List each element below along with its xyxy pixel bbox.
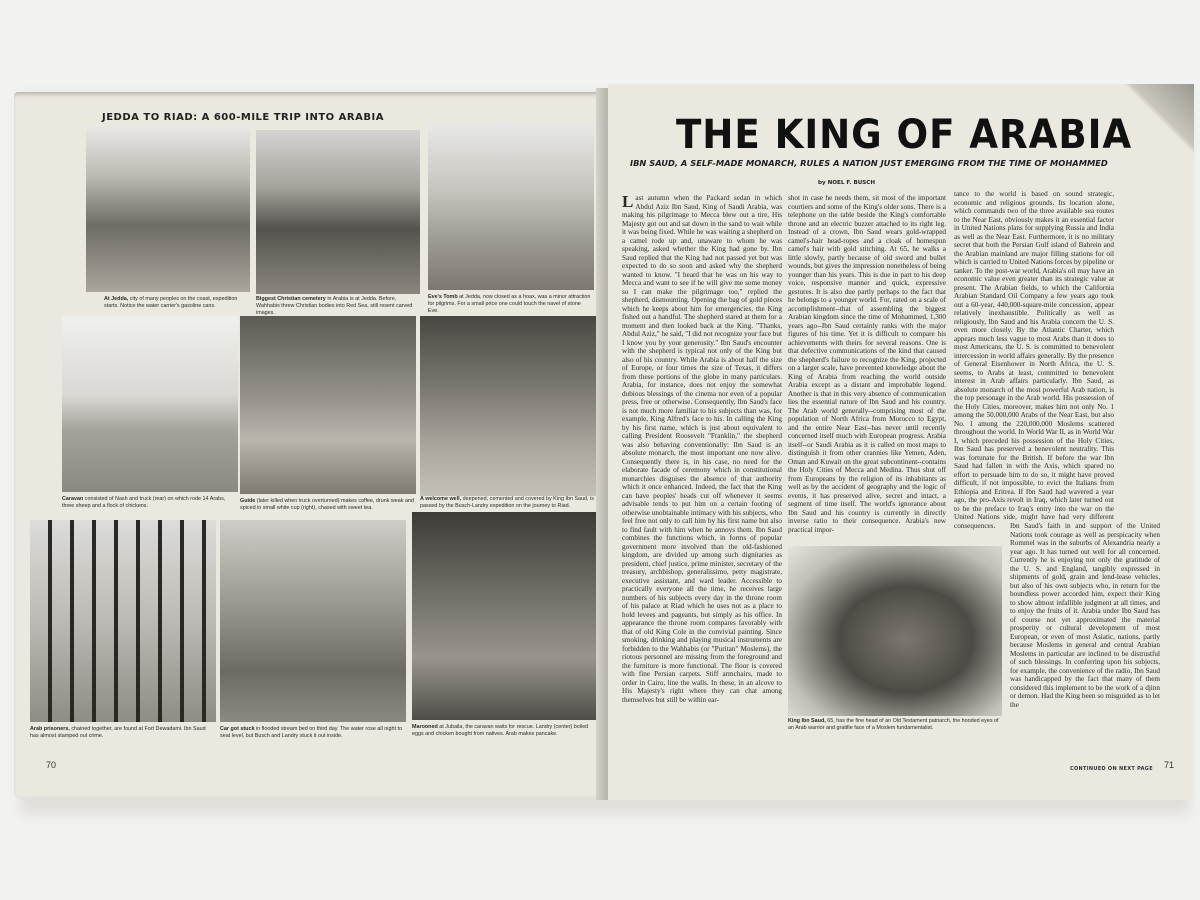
caption-king: King Ibn Saud, 65, has the fine head of an Old Testament patriarch, the hooded eyes of an Arab warrior and gratifie face of a Moslem fundamentalist.	[788, 718, 999, 731]
caption-prisoners: Arab prisoners, chained together, are found at Fort Dewadami. Ibn Saud has almost stamped out crime.	[30, 726, 206, 739]
page-number-left: 70	[46, 760, 57, 770]
caption-jedda: At Jedda, city of many peoples on the coast, expedition starts. Notice the water carrier's gasoline cans.	[104, 296, 238, 309]
photo-king-ibn-saud	[788, 546, 1002, 716]
photo-car-stuck	[220, 520, 406, 722]
prison-bars	[30, 520, 216, 722]
photo-arab-prisoners	[30, 520, 216, 722]
article-headline: THE KING OF ARABIA	[676, 112, 1133, 158]
caption-eves-tomb: Eve's Tomb at Jedda, now closed as a hoax, was a minor attraction for pilgrims. For a small price one could touch the navel of stone Eve.	[428, 294, 591, 314]
drop-cap: L	[622, 192, 634, 211]
article-column-4: Ibn Saud's faith in and support of the United Nations took courage as well as perspicacity when Rommel was in the suburbs of Alexandria nearly a year ago. It has turned out well for all concerned. Currently he is enjoying not only the gratitude of the U. S. and England, tangibly expressed in shipments of gold, grain and lend-lease vehicles, but also of his own subjects who, in return for the boundless power accorded him, expect their King to show almost infallible judgment at all times, and to enjoy the fruits of it. Arabia under Ibn Saud has of course not yet approximated the material prosperity or cultural development of most European, or even of most Asiatic, nations, partly because Moslems in general and central Arabian Moslems in particular are inclined to be distrustful of such blessings. In conferring upon his subjects, for example, the convenience of the radio, Ibn Saud was handicapped by the fact that many of them considered this implement to be the work of a djinn or demon. Had the King been so misguided as to let the	[1010, 522, 1160, 709]
caption-caravan: Caravan consisted of Nash and truck (rear) on which rode 14 Arabs, three sheep and a flock of chickens.	[62, 496, 226, 509]
caption-cemetery: Biggest Christian cemetery in Arabia is at Jedda. Before, Wahhabis threw Christian bodies into Red Sea, still resent carved images.	[256, 296, 413, 316]
caption-car-stuck: Car got stuck in flooded stream bed on third day. The water rose all night to seat level, but Busch and Landry stuck it out inside.	[220, 726, 402, 739]
continued-on-next-page: CONTINUED ON NEXT PAGE	[1070, 766, 1153, 772]
photo-caravan	[62, 316, 238, 492]
photo-eves-tomb	[428, 122, 594, 290]
caption-welcome-well: A welcome well, deepened, cemented and covered by King Ibn Saud, is passed by the Busch-Landry expedition on the journey to Riad.	[420, 496, 594, 509]
caption-guide: Guide (later killed when truck overturned) makes coffee, drunk weak and spiced in small white cup (right), chased with sweet tea.	[240, 498, 414, 511]
article-column-3: tance to the world is based on sound strategic, economic and religious grounds. Its location alone, which commands two of the three available sea routes to the Near East, obviously makes it an essential factor in United Nations plans for supplying Russia and India as well as the Near East. Furthermore, it is no military secret that both the Persian Gulf island of Bahrein and the Arabian mainland are major filling stations for oil which is carried to United Nations forces by pipeline or tanker. To the post-war world, Arabia's oil may have an economic value even greater than its strategic value at present. The Arabian fields, to which the California Arabian Standard Oil Company a few years ago took out a 60-year, 440,000-square-mile concession, appear relatively inexhaustible. Politically as well as religiously, Ibn Saud and his Arabia concern the U. S. even more closely. By the Atlantic Charter, which appears much less vague to most Arabs than it does to most Americans, the U. S. is committed to benevolent intercession in world affairs generally. By the presence of General Eisenhower in North Africa, the U. S. seems, to Arabs at least, committed to benevolent interest in Arab affairs particularly. Ibn Saud, as absolute monarch of the most powerful Arab nation, is the top personage in the Arab world. His possession of the Holy Cities, moreover, makes him not only No. 1 among the 50,000,000 Arabs of the Near East, but also No. 1 among the 220,000,000 Moslems scattered throughout the world. In World War II, as in World War I, which preceded his possession of the Holy Cities, Ibn Saud has preserved a benevolent neutrality. This was fortunate for the British. If before the war Ibn Saud had fallen in with the Axis, which spared no effort to persuade him to do so, it might have proved difficult, if not impossible, to evict the Italians from Ethiopia and Eritrea. If Ibn Saud had wavered a year ago, the pro-Axis revolt in Iraq, which later turned out to be the preface to Iraq's entry into the war on the United Nations side, might have had very different consequences.	[954, 190, 1114, 530]
photo-guide-coffee	[240, 316, 416, 494]
article-column-1: Last autumn when the Packard sedan in which Abdul Aziz Ibn Saud, King of Saudi Arabia, was making his pilgrimage to Mecca blew out a tire, His Majesty got out and sat down in the sand to wait while it was being fixed. While he was waiting a shepherd on a camel rode up and, unaware to whom he was speaking, asked whether the King had gone by. Ibn Saud replied that the King had not passed yet but was expected to do so soon and asked why the shepherd wanted to know. "I heard that he was on his way to Mecca and want to see if he will give me some money so I can make the pilgrimage too," replied the shepherd, dismounting. Opening the bag of gold pieces which he keeps about him for emergencies, the King fished out a handful. The shepherd stared at them for a moment and then looked back at the King. "Thanks, Abdul Aziz," he said, "I did not recognize your face but I know you by your generosity." Ibn Saud's encounter with the shepherd is typical not only of the King but also of his country. While Arabia is about half the size of Europe, or four times the size of Texas, it differs from these portions of the globe in many particulars. Arabia, for instance, does not enjoy the somewhat dubious blessings of the cinema nor even of a popular press, free or otherwise. Consequently, Ibn Saud's face is not much more familiar to his subjects than was, for example, King Alfred's face to his. In calling the King by his first name, which is just about equivalent to calling President Roosevelt "Franklin," the shepherd was also behaving conventionally: Ibn Saud is an absolute monarch, the most important one now alive. Consequently there is, in his case, no need for the elaborate facade of ceremony which in constitutional monarchies disguises the absence of that authority which it once enhanced. Indeed, the fact that the King can have peoples' heads cut off whenever it seems advisable tends to put him on a certain footing of otherwise unobtainable intimacy with his subjects, who feel free not only to call him by his first name but also to find fault with him when he annoys them. Ibn Saud combines the functions which, in forms of popular government more involved than the old-fashioned kingdom, are divided up among such dignitaries as president, chief justice, prime minister, secretary of the treasury, archbishop, generalissimo, petty magistrate, executive assistant, and ward leader. Accessible to practically everyone all the time, he receives large numbers of his subjects every day in the throne room of his palace at Riad which he uses not as a place to hold levees and pageants, but simply as his office. In appearance the throne room compares favorably with that of old King Cole in the convivial painting. Since smoking, drinking and playing musical instruments are forbidden to the Wahhabis (or "Puritan" Moslems), the riotous personnel are missing from the foreground and the furniture is more functional. The floor is covered with fine Persian carpets. Stiff armchairs, made to order in Cairo, line the walls. In these, in an alcove to His Majesty's right where they can chat among themselves but still be within ear-	[622, 192, 782, 704]
article-byline: by NOEL F. BUSCH	[818, 180, 876, 186]
page-number-right: 71	[1164, 760, 1175, 770]
article-column-2: shot in case he needs them, sit most of the important courtiers and some of the King's older sons. There is a telephone on the table beside the King's comfortable throne and an electric buzzer attached to its right leg. Instead of a crown, Ibn Saud wears gold-wrapped camel's-hair head-ropes and a cloak of homespun camel's hair with gold stitching. At 65, he walks a little slowly, partly because of old sword and bullet wounds, but gives the impression nonetheless of being younger than his years. This is due in part to his deep voice, responsive manner and quick, expressive gestures. It is also due partly perhaps to the fact that he belongs to a younger world. For, rated on a scale of accomplishment--that of assembling the biggest Arabian kingdom since the time of Mohammed, 1,300 years ago--Ibn Saud certainly ranks with the major figures of his time. Yet it is difficult to compare his achievements with theirs for several reasons. One is that defective communications of the kind that caused the shepherd's failure to recognize the King, projected on a larger scale, have prevented knowledge about the King of Arabia from reaching the world outside Arabia except as a distant and improbable legend. Another is that in this very absence of communication lies the essential nature of Ibn Saud and his country. The Arab world generally--comprising most of the population of North Africa from Morocco to Egypt, and the entire Near East--has never until recently concerned itself much with European progress. Arabia itself--or Saudi Arabia as it is called on most maps to distinguish it from other crannies like Yemen, Aden, Oman and Kuwait on the great subcontinent--contains the Holy Cities of Mecca and Medina. Thus shut off from Europeans by the religion of its inhabitants as well as by the accident of geography and the logic of events, it has preserved alive, secret and intact, a segment of time itself. The world's ignorance about Ibn Saud and his country is currently in directly inverse ratio to their consequence. Arabia's new practical impor-	[788, 194, 946, 534]
photo-christian-cemetery	[256, 130, 420, 294]
caption-marooned: Marooned at Jubaila, the caravan waits for rescue. Landry (center) boiled eggs and chicken bought from natives. Arab makes pancake.	[412, 724, 589, 737]
photo-welcome-well	[420, 316, 596, 496]
folded-corner	[1124, 84, 1194, 154]
photo-jedda-street	[86, 126, 250, 292]
article-deck: IBN SAUD, A SELF-MADE MONARCH, RULES A NATION JUST EMERGING FROM THE TIME OF MOHAMMED	[630, 158, 1108, 168]
spread-title: JEDDA TO RIAD: A 600-MILE TRIP INTO ARABIA	[102, 112, 384, 123]
photo-marooned	[412, 512, 596, 720]
